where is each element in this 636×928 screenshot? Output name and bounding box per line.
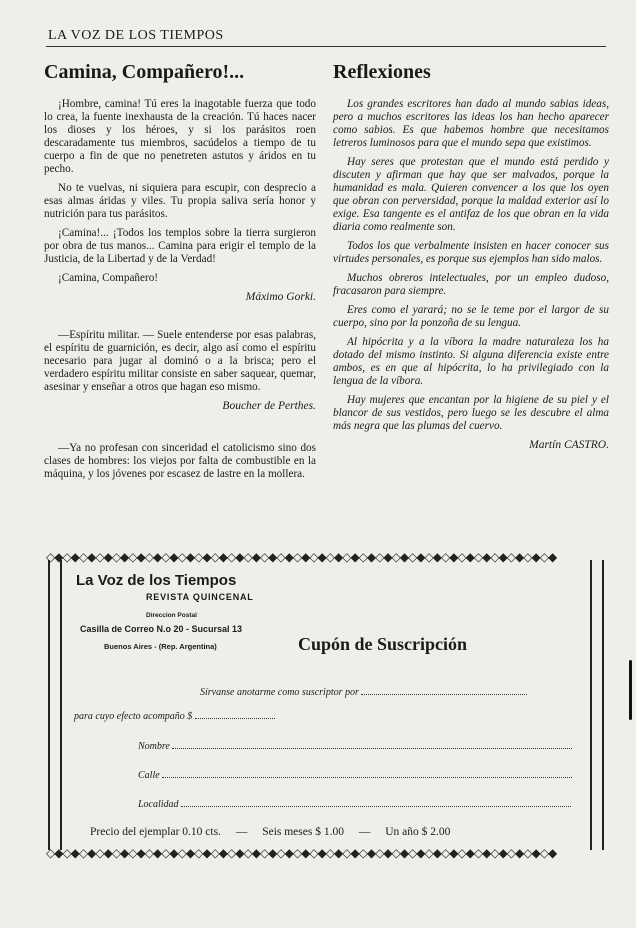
ornamental-border-left [48, 560, 62, 850]
right-column [333, 60, 609, 451]
coupon-subtitle: REVISTA QUINCENAL [146, 592, 254, 602]
paragraph: Hay mujeres que encantan por la higiene de su piel y el blancor de sus vestidos, pero luego se les descubre el alma más negra que las plumas del cuervo. [333, 394, 609, 432]
postal-address: Casilla de Correo N.o 20 - Sucursal 13 [80, 624, 243, 634]
paragraph: Los grandes escritores han dado al mundo sabias ideas, pero a muchos escritores las ideas los han hecho aparecer como sabios. Es que habemos hombre que necesitamos letreros luminosos para que el mundo sepa que existimos. [333, 98, 609, 149]
price-line [90, 826, 570, 838]
paragraph: Al hipócrita y a la víbora la madre naturaleza los ha dotado del mismo instinto. Si alguna diferencia existe entre ambos, es en que al hipócrita, lo ha privilegiado con la lengua de la víbora. [333, 336, 609, 387]
paragraph: ¡Camina!... ¡Todos los templos sobre la tierra surgieron por obra de tus manos... Camina para erigir el templo de la Justicia, de la Libertad y de la Verdad! [44, 227, 316, 265]
right-article-title: Reflexiones [333, 61, 431, 83]
paragraph: No te vuelvas, ni siquiera para escupir, con desprecio a esas almas áridas y viles. Tu propia saliva sería honor y nutrición para tus parásitos. [44, 182, 316, 220]
subscribe-period-field[interactable] [361, 686, 527, 695]
subscription-coupon [46, 550, 606, 860]
running-head: LA VOZ DE LOS TIEMPOS [48, 28, 224, 43]
spacer [44, 303, 316, 329]
separator: — [358, 826, 371, 838]
military-text [44, 329, 316, 394]
street-label: Calle [138, 770, 160, 781]
payment-amount-field[interactable] [195, 710, 275, 719]
street-line [138, 769, 572, 781]
paragraph: Todos los que verbalmente insisten en hacer conocer sus virtudes personales, es porque sus ejemplos han sido malos. [333, 240, 609, 265]
header-rule [46, 46, 606, 47]
subscribe-line [200, 686, 527, 698]
name-line [138, 740, 572, 752]
signature-gorki: Máximo Gorki. [245, 291, 316, 303]
left-column [44, 60, 316, 487]
catholicism-text [44, 442, 316, 481]
name-label: Nombre [138, 741, 170, 752]
paragraph: —Espíritu militar. — Suele entenderse por esas palabras, el espíritu de guarnición, es decir, algo así como el espíritu necesario para jugar al dominó o a la brisca; pero el verdadero espíritu militar consiste en saber saquear, quemar, asesinar y enseñar a otros que hagan eso mismo. [44, 329, 316, 393]
paragraph: ¡Camina, Compañero! [58, 272, 159, 284]
paragraph: ¡Hombre, camina! Tú eres la inagotable fuerza que todo lo crea, la fuente inexhausta de la creación. Tú haces nacer los dioses y los héroes, y si los parásitos roen descaradamente tus miembros, sacúdelos a tiempo de tu cuerpo a fin de que no penetreten astutos y áridos en tu pecho. [44, 98, 316, 175]
separator: — [235, 826, 248, 838]
price-one-year: Un año $ 2.00 [385, 826, 451, 838]
paragraph: Muchos obreros intelectuales, por un empleo dudoso, fracasaron para siempre. [333, 272, 609, 297]
locality-label: Localidad [138, 799, 179, 810]
price-six-months: Seis meses $ 1.00 [262, 826, 344, 838]
coupon-magazine-name: La Voz de los Tiempos [76, 572, 237, 589]
paragraph: Hay seres que protestan que el mundo está perdido y discuten y afirman que hay que ser malvados, porque la humanidad es mala. Quieren convencer a los que los oyen que obran con perversidad, porque la maldad exterior así lo exige. Esa tangente es el antifaz de los que obran en la vida diaria como realmente son. [333, 156, 609, 233]
ornamental-border-right [590, 560, 604, 850]
payment-line [74, 710, 275, 722]
name-field[interactable] [172, 740, 572, 749]
address-label: Direccion Postal [146, 612, 197, 619]
gorki-text [44, 98, 316, 285]
city: Buenos Aires - (Rep. Argentina) [104, 642, 217, 651]
price-each: Precio del ejemplar 0.10 cts. [90, 826, 221, 838]
signature-castro: Martín CASTRO. [529, 439, 609, 451]
ornamental-border-top: ◇◆◇◆◇◆◇◆◇◆◇◆◇◆◇◆◇◆◇◆◇◆◇◆◇◆◇◆◇◆◇◆◇◆◇◆◇◆◇◆◇◆◇◆◇◆◇◆◇◆◇◆◇◆◇◆◇◆◇◆◇◆ [46, 550, 557, 564]
reflexiones-text [333, 98, 609, 433]
coupon-title: Cupón de Suscripción [298, 634, 468, 654]
ornamental-border-bottom: ◇◆◇◆◇◆◇◆◇◆◇◆◇◆◇◆◇◆◇◆◇◆◇◆◇◆◇◆◇◆◇◆◇◆◇◆◇◆◇◆◇◆◇◆◇◆◇◆◇◆◇◆◇◆◇◆◇◆◇◆◇◆ [46, 846, 557, 860]
paragraph: —Ya no profesan con sinceridad el catolicismo sino dos clases de hombres: los viejos por falta de combustible en la máquina, y los jóvenes por escasez de lastre en la mollera. [44, 442, 316, 480]
payment-label: para cuyo efecto acompaño $ [74, 711, 193, 722]
street-field[interactable] [162, 769, 572, 778]
locality-line [138, 798, 571, 810]
spacer [44, 412, 316, 442]
subscribe-label: Sírvanse anotarme como suscriptor por [200, 687, 359, 698]
margin-mark [629, 660, 632, 720]
locality-field[interactable] [181, 798, 571, 807]
paragraph: Eres como el yarará; no se le teme por el largor de su cuerpo, sino por la ponzoña de su lengua. [333, 304, 609, 329]
left-article-title: Camina, Compañero!... [44, 61, 245, 83]
signature-boucher: Boucher de Perthes. [222, 400, 316, 412]
